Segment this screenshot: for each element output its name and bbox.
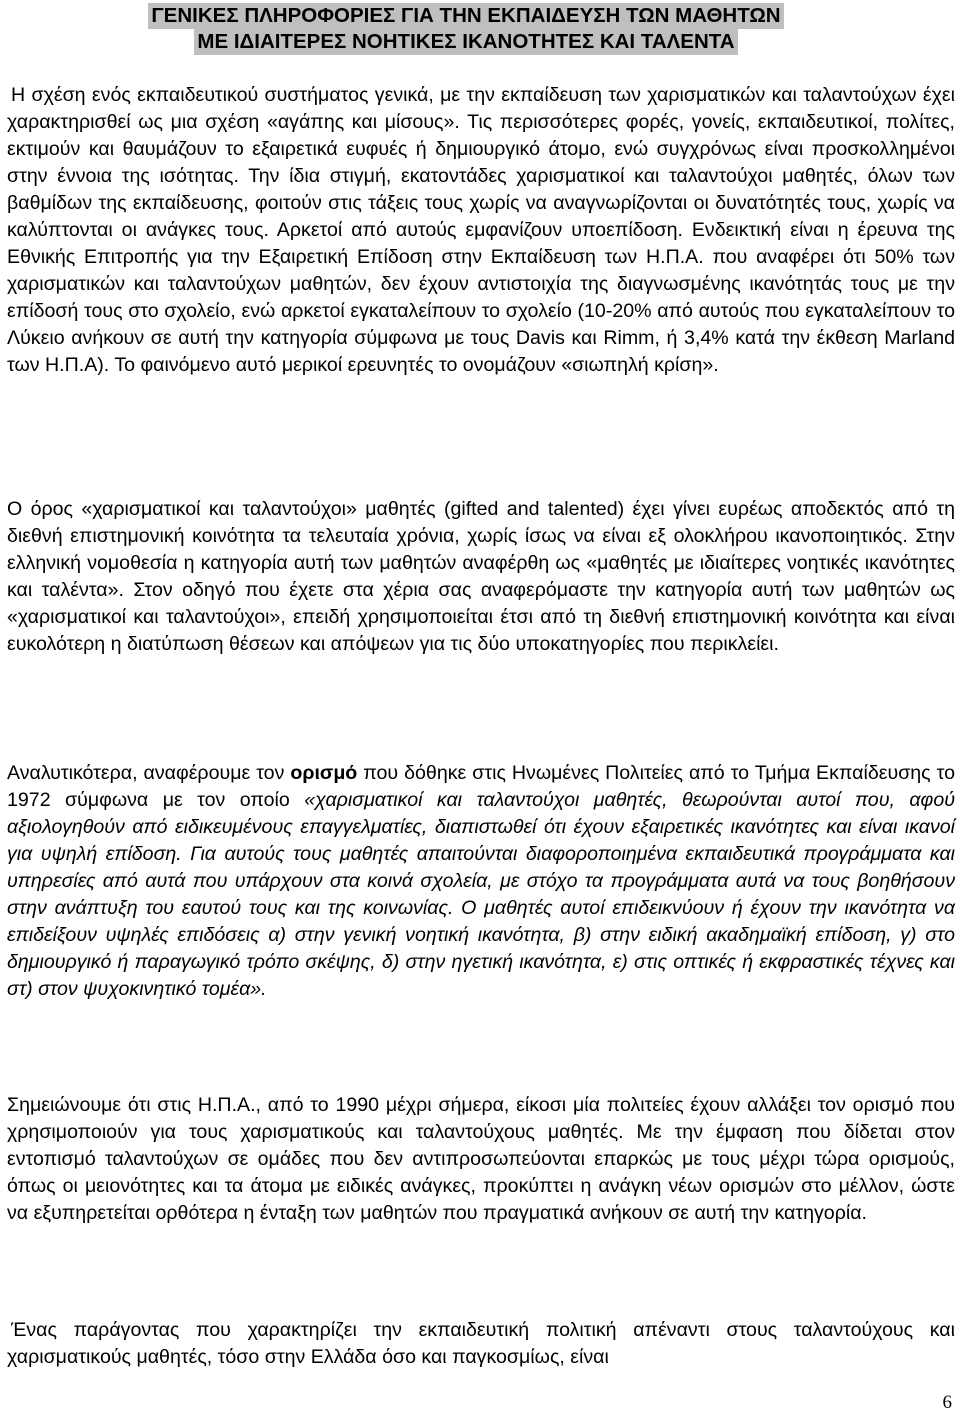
paragraph-us-definition: [7, 760, 955, 1003]
paragraph-policy-factor: Ένας παράγοντας που χαρακτηρίζει την εκπαιδευτική πολιτική απέναντι στους ταλαντούχους και χαρισματικούς μαθητές, τόσο στην Ελλάδα όσο και παγκοσμίως, είναι: [7, 1319, 955, 1368]
title-line-1: ΓΕΝΙΚΕΣ ΠΛΗΡΟΦΟΡΙΕΣ ΓΙΑ ΤΗΝ ΕΚΠΑΙΔΕΥΣΗ ΤΩΝ ΜΑΘΗΤΩΝ: [148, 3, 783, 29]
paragraph-us-definition-mid: που δόθηκε στις Ηνωμένες Πολιτείες από το Τμήμα Εκπαίδευσης το 1972 σύμφωνα με τον οποίο: [7, 762, 955, 811]
paragraph-intro: Η σχέση ενός εκπαιδευτικού συστήματος γενικά, με την εκπαίδευση των χαρισματικών και ταλαντούχων έχει χαρακτηρισθεί ως μια σχέση «αγάπης και μίσους». Τις περισσότερες φορές, γονείς, εκπαιδευτικοί, πολίτες, εκτιμούν και θαυμάζουν το εξαιρετικά ευφυές ή δημιουργικό άτομο, ενώ συγχρόνως είναι προσκολλημένοι στην έννοια της ισότητας. Την ίδια στιγμή, εκατοντάδες χαρισματικοί και ταλαντούχοι μαθητές, όλων των βαθμίδων της εκπαίδευσης, φοιτούν στις τάξεις τους χωρίς να αναγνωρίζονται οι δυνατότητές τους, χωρίς να καλύπτονται οι ανάγκες τους. Αρκετοί από αυτούς εμφανίζουν υποεπίδοση. Ενδεικτική είναι η έρευνα της Εθνικής Επιτροπής για την Εξαιρετική Επίδοση στην Εκπαίδευση των Η.Π.Α. που αναφέρει ότι 50% των χαρισματικών και ταλαντούχων μαθητών, δεν έχουν αντιστοιχία της διαγνωσμένης ικανότητάς τους με την επίδοσή τους στο σχολείο, ενώ αρκετοί εγκαταλείπουν το σχολείο (10-20% από αυτούς που εγκαταλείπουν το Λύκειο ανήκουν σε αυτή την κατηγορία σύμφωνα με τους Davis και Rimm, ή 3,4% κατά την έκθεση Marland των Η.Π.Α). Το φαινόμενο αυτό μερικοί ερευνητές το ονομάζουν «σιωπηλή κρίση».: [7, 84, 955, 376]
document-title: [96, 3, 836, 55]
page-number: 6: [942, 1392, 952, 1413]
paragraph-term-definition: Ο όρος «χαρισματικοί και ταλαντούχοι» μαθητές (gifted and talented) έχει γίνει ευρέως αποδεκτός από τη διεθνή επιστημονική κοινότητα τα τελευταία χρόνια, χωρίς ίσως να είναι εξ ολοκλήρου ικανοποιητικός. Στην ελληνική νομοθεσία η κατηγορία αυτή των μαθητών αναφέρθη ως «μαθητές με ιδιαίτερες νοητικές ικανότητες και ταλέντα». Στον οδηγό που έχετε στα χέρια σας αναφερόμαστε την κατηγορία αυτή των μαθητών ως «χαρισματικοί και ταλαντούχοι», επειδή χρησιμοποιείται έτσι από τη διεθνή επιστημονική κοινότητα και είναι ευκολότερη η διατύπωση θέσεων και απόψεων για τις δύο υποκατηγορίες που περικλείει.: [7, 498, 955, 655]
paragraph-us-definition-lead: Αναλυτικότερα, αναφέρουμε τον: [7, 762, 291, 784]
bold-term-orismo: ορισμό: [290, 762, 358, 784]
title-line-2: ΜΕ ΙΔΙΑΙΤΕΡΕΣ ΝΟΗΤΙΚΕΣ ΙΚΑΝΟΤΗΤΕΣ ΚΑΙ ΤΑΛΕΝΤΑ: [194, 29, 737, 55]
definition-quote: «χαρισματικοί και ταλαντούχοι μαθητές, θεωρούνται αυτοί που, αφού αξιολογηθούν από ειδικευμένους επαγγελματίες, διαπιστωθεί ότι έχουν εξαιρετικές ικανότητες και είναι ικανοί για υψηλή επίδοση. Για αυτούς τους μαθητές απαιτούνται διαφοροποιημένα εκπαιδευτικά προγράμματα και υπηρεσίες από αυτά που υπάρχουν στα κοινά σχολεία, με στόχο τα προγράμματα αυτά να τους βοηθήσουν στην ανάπτυξη του εαυτού τους και της κοινωνίας. Ο μαθητές αυτοί επιδεικνύουν ή έχουν την ικανότητα να επιδείξουν υψηλές επιδόσεις α) στην γενική νοητική ικανότητα, β) στην ειδική ακαδημαϊκή επίδοση, γ) στο δημιουργικό ή παραγωγικό τρόπο σκέψης, δ) στην ηγετική ικανότητα, ε) στις οπτικές ή εκφραστικές τέχνες και στ) στον ψυχοκινητικό τομέα».: [7, 789, 955, 1000]
paragraph-us-states: Σημειώνουμε ότι στις Η.Π.Α., από το 1990 μέχρι σήμερα, είκοσι μία πολιτείες έχουν αλλάξει τον ορισμό που χρησιμοποιούν για τους χαρισματικούς και ταλαντούχους μαθητές. Με την έμφαση που δίδεται στον εντοπισμό ταλαντούχων σε ομάδες που δεν αντιπροσωπεύονται επαρκώς με τους μέχρι τώρα ορισμούς, όπως οι μειονότητες και τα άτομα με ειδικές ανάγκες, προκύπτει η ανάγκη νέων ορισμών στο μέλλον, ώστε να εξυπηρετείται ορθότερα η ένταξη των μαθητών που πραγματικά ανήκουν σε αυτή την κατηγορία.: [7, 1094, 955, 1224]
